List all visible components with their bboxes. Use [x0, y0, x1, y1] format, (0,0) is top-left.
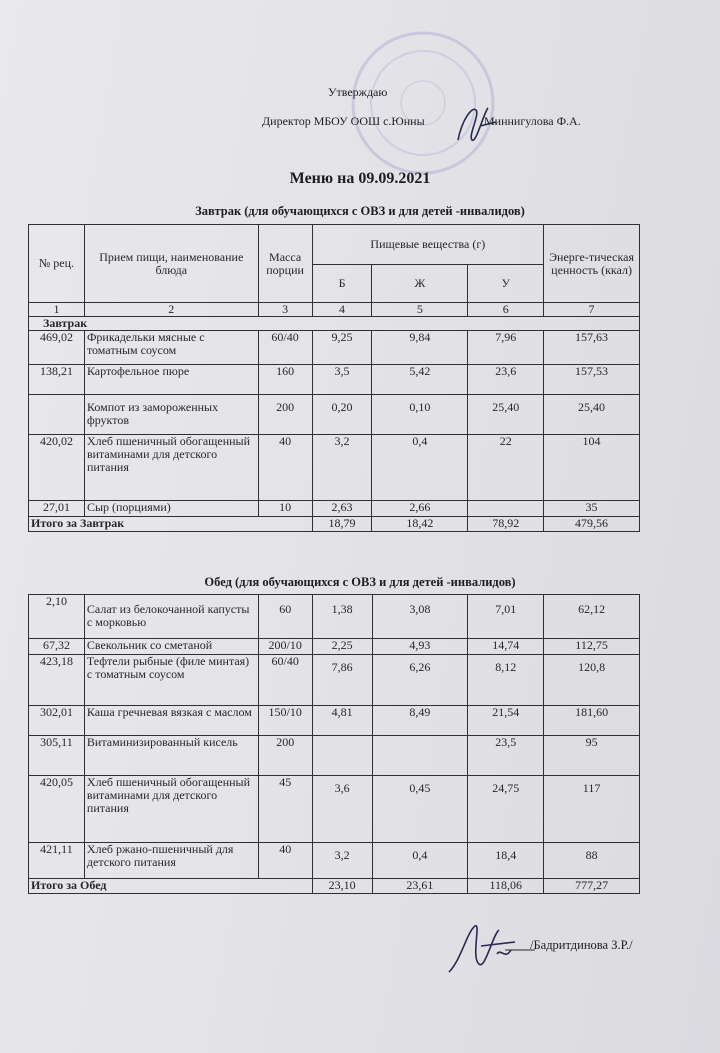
table-row — [29, 595, 640, 639]
table-row — [29, 501, 640, 517]
portion-mass: 200 — [258, 736, 312, 776]
portion-mass: 60 — [258, 595, 312, 639]
table-row — [29, 776, 640, 843]
table-row — [29, 639, 640, 655]
col-header-b: Б — [312, 265, 372, 303]
section-label: Завтрак — [29, 317, 640, 331]
portion-mass: 10 — [258, 501, 312, 517]
carbs: 21,54 — [468, 706, 544, 736]
energy: 104 — [544, 435, 640, 501]
fat: 5,42 — [372, 365, 468, 395]
recipe-number: 469,02 — [29, 331, 85, 365]
total-energy: 777,27 — [544, 879, 640, 894]
recipe-number: 67,32 — [29, 639, 85, 655]
protein: 9,25 — [312, 331, 372, 365]
carbs: 7,96 — [468, 331, 544, 365]
total-label: Итого за Обед — [29, 879, 313, 894]
protein: 2,25 — [312, 639, 372, 655]
column-number-row — [29, 303, 640, 317]
energy: 157,53 — [544, 365, 640, 395]
dish-name: Фрикадельки мясные с томатным соусом — [84, 331, 258, 365]
dish-name: Каша гречневая вязкая с маслом — [84, 706, 258, 736]
col-number: 5 — [372, 303, 468, 317]
recipe-number: 423,18 — [29, 655, 85, 706]
carbs: 14,74 — [468, 639, 544, 655]
recipe-number: 420,05 — [29, 776, 85, 843]
fat: 9,84 — [372, 331, 468, 365]
signer-signature — [445, 920, 535, 980]
dish-name: Тефтели рыбные (филе минтая) с томатным соусом — [84, 655, 258, 706]
fat: 3,08 — [372, 595, 468, 639]
protein: 2,63 — [312, 501, 372, 517]
col-header-nutrients: Пищевые вещества (г) — [312, 225, 544, 265]
fat: 8,49 — [372, 706, 468, 736]
total-protein: 23,10 — [312, 879, 372, 894]
fat: 6,26 — [372, 655, 468, 706]
fat: 0,10 — [372, 395, 468, 435]
col-number: 3 — [258, 303, 312, 317]
portion-mass: 60/40 — [258, 331, 312, 365]
director-name: Миннигулова Ф.А. — [484, 114, 581, 128]
total-fat: 23,61 — [372, 879, 468, 894]
recipe-number: 420,02 — [29, 435, 85, 501]
carbs: 7,01 — [468, 595, 544, 639]
lunch-heading: Обед (для обучающихся с ОВЗ и для детей -инвалидов) — [204, 575, 516, 589]
table-row — [29, 736, 640, 776]
energy: 35 — [544, 501, 640, 517]
carbs: 24,75 — [468, 776, 544, 843]
total-carbs: 78,92 — [468, 517, 544, 532]
energy: 157,63 — [544, 331, 640, 365]
carbs: 23,5 — [468, 736, 544, 776]
total-label: Итого за Завтрак — [29, 517, 313, 532]
table-row — [29, 435, 640, 501]
total-protein: 18,79 — [312, 517, 372, 532]
section-row — [29, 317, 640, 331]
energy: 62,12 — [544, 595, 640, 639]
breakfast-table — [28, 224, 640, 532]
protein: 0,20 — [312, 395, 372, 435]
recipe-number — [29, 395, 85, 435]
total-row — [29, 879, 640, 894]
carbs: 8,12 — [468, 655, 544, 706]
page-title: Меню на 09.09.2021 — [289, 170, 431, 187]
carbs — [468, 501, 544, 517]
recipe-number: 305,11 — [29, 736, 85, 776]
director-title: Директор МБОУ ООШ с.Юнны — [262, 114, 425, 128]
col-number: 7 — [544, 303, 640, 317]
col-header-u: У — [468, 265, 544, 303]
portion-mass: 60/40 — [258, 655, 312, 706]
lunch-table — [28, 594, 640, 894]
dish-name: Компот из замороженных фруктов — [84, 395, 258, 435]
protein: 1,38 — [312, 595, 372, 639]
recipe-number: 2,10 — [29, 595, 85, 639]
col-number: 2 — [84, 303, 258, 317]
table-row — [29, 843, 640, 879]
total-row — [29, 517, 640, 532]
col-number: 1 — [29, 303, 85, 317]
energy: 95 — [544, 736, 640, 776]
table-row — [29, 706, 640, 736]
fat: 0,4 — [372, 435, 468, 501]
col-header-zh: Ж — [372, 265, 468, 303]
dish-name: Свекольник со сметаной — [84, 639, 258, 655]
carbs: 25,40 — [468, 395, 544, 435]
energy: 25,40 — [544, 395, 640, 435]
dish-name: Салат из белокочанной капусты с морковью — [84, 595, 258, 639]
col-header-name: Прием пищи, наименование блюда — [84, 225, 258, 303]
table-row — [29, 395, 640, 435]
portion-mass: 40 — [258, 843, 312, 879]
signer-name: /Бадритдинова З.Р./ — [530, 938, 633, 952]
portion-mass: 45 — [258, 776, 312, 843]
protein: 3,5 — [312, 365, 372, 395]
dish-name: Хлеб пшеничный обогащенный витаминами для детского питания — [84, 776, 258, 843]
protein: 7,86 — [312, 655, 372, 706]
energy: 181,60 — [544, 706, 640, 736]
dish-name: Витаминизированный кисель — [84, 736, 258, 776]
energy: 120,8 — [544, 655, 640, 706]
col-header-num: № рец. — [29, 225, 85, 303]
carbs: 18,4 — [468, 843, 544, 879]
fat: 2,66 — [372, 501, 468, 517]
table-row — [29, 655, 640, 706]
recipe-number: 138,21 — [29, 365, 85, 395]
portion-mass: 200 — [258, 395, 312, 435]
portion-mass: 40 — [258, 435, 312, 501]
dish-name: Сыр (порциями) — [84, 501, 258, 517]
total-carbs: 118,06 — [468, 879, 544, 894]
energy: 112,75 — [544, 639, 640, 655]
portion-mass: 160 — [258, 365, 312, 395]
fat: 0,45 — [372, 776, 468, 843]
protein: 3,2 — [312, 843, 372, 879]
col-number: 4 — [312, 303, 372, 317]
energy: 117 — [544, 776, 640, 843]
protein: 3,6 — [312, 776, 372, 843]
dish-name: Картофельное пюре — [84, 365, 258, 395]
fat — [372, 736, 468, 776]
dish-name: Хлеб ржано-пшеничный для детского питания — [84, 843, 258, 879]
dish-name: Хлеб пшеничный обогащенный витаминами для детского питания — [84, 435, 258, 501]
carbs: 23,6 — [468, 365, 544, 395]
portion-mass: 200/10 — [258, 639, 312, 655]
table-header-row — [29, 225, 640, 265]
total-fat: 18,42 — [372, 517, 468, 532]
breakfast-heading: Завтрак (для обучающихся с ОВЗ и для детей -инвалидов) — [195, 204, 525, 218]
fat: 0,4 — [372, 843, 468, 879]
protein: 3,2 — [312, 435, 372, 501]
energy: 88 — [544, 843, 640, 879]
recipe-number: 27,01 — [29, 501, 85, 517]
carbs: 22 — [468, 435, 544, 501]
recipe-number: 302,01 — [29, 706, 85, 736]
col-header-energy: Энерге-тическая ценность (ккал) — [544, 225, 640, 303]
table-row — [29, 365, 640, 395]
portion-mass: 150/10 — [258, 706, 312, 736]
total-energy: 479,56 — [544, 517, 640, 532]
table-row — [29, 331, 640, 365]
protein — [312, 736, 372, 776]
approval-label: Утверждаю — [328, 85, 388, 99]
col-number: 6 — [468, 303, 544, 317]
col-header-mass: Масса порции — [258, 225, 312, 303]
recipe-number: 421,11 — [29, 843, 85, 879]
protein: 4,81 — [312, 706, 372, 736]
fat: 4,93 — [372, 639, 468, 655]
